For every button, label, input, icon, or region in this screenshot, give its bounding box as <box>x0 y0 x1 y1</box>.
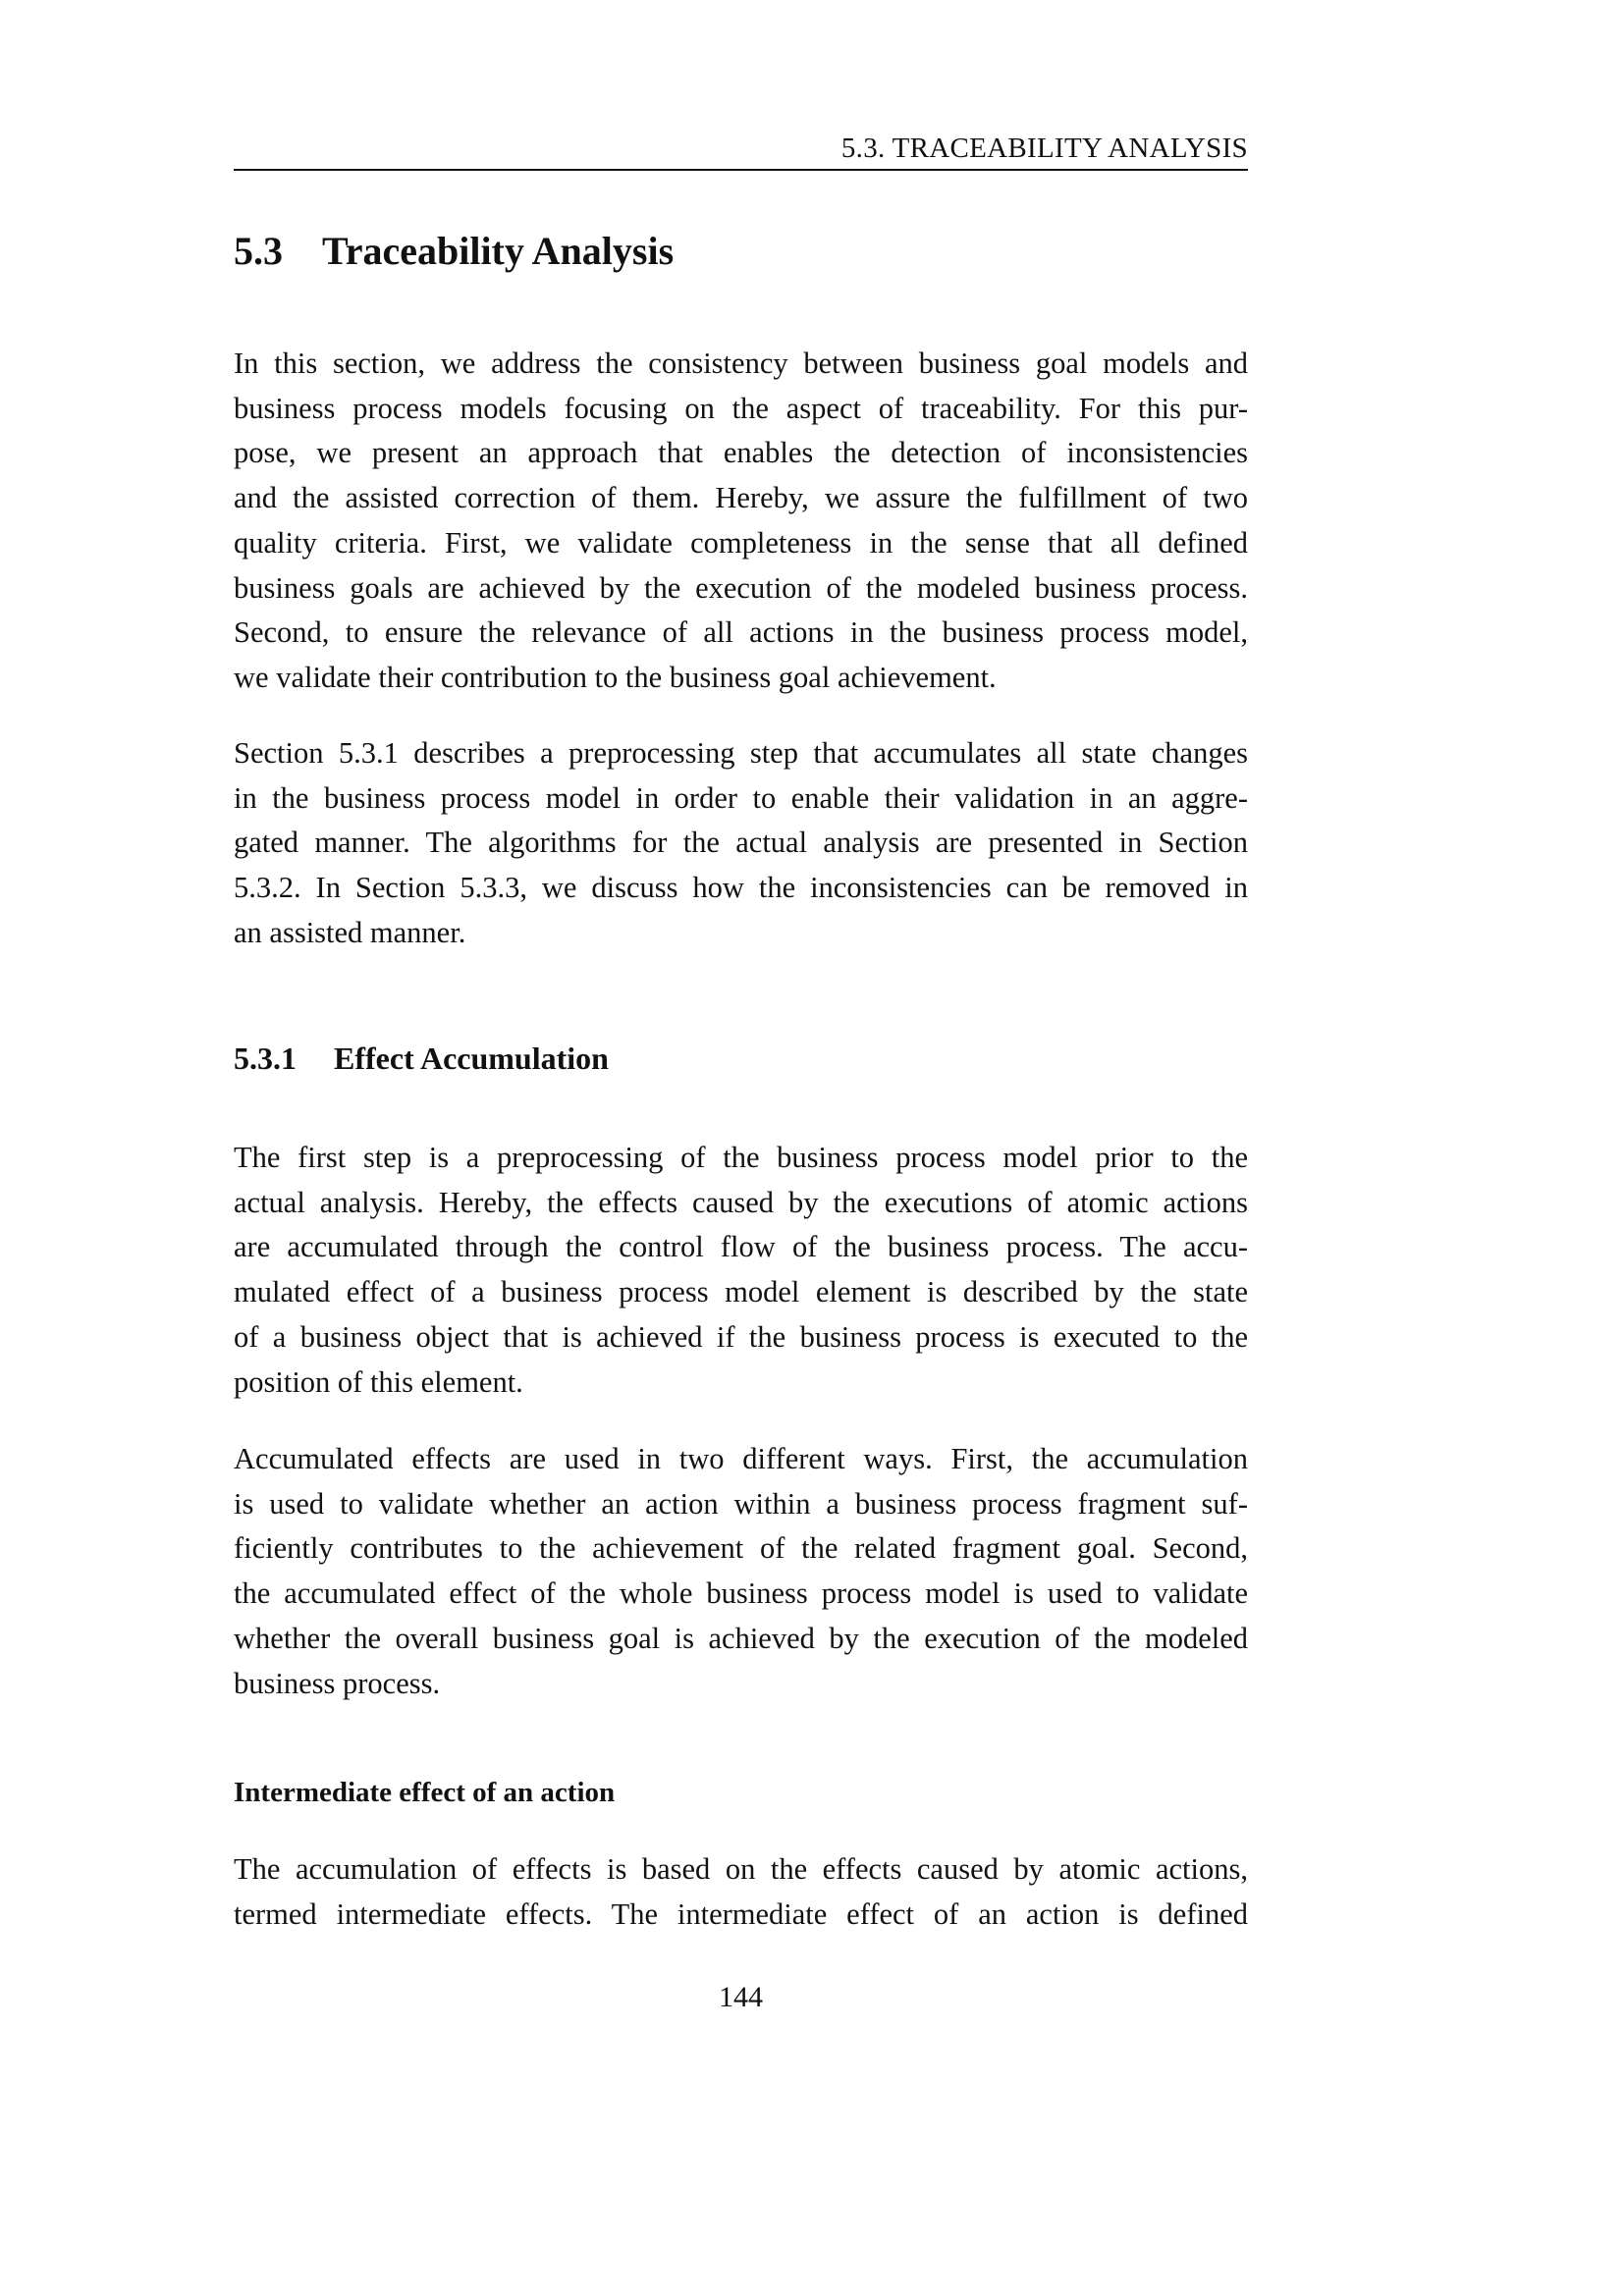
text-line: The first step is a preprocessing of the business process model prior to the <box>234 1141 1248 1174</box>
text-line: business goals are achieved by the execution of the modeled business process. <box>234 570 1248 605</box>
text-line: pose, we present an approach that enables the detection of inconsistencies <box>234 436 1248 470</box>
paragraph-heading: Intermediate effect of an action <box>234 1777 616 1808</box>
text-line: are accumulated through the control flow of the business process. The accu- <box>234 1230 1248 1264</box>
text-line: ficiently contributes to the achievement of the related fragment goal. Second, <box>234 1531 1248 1566</box>
text-line: whether the overall business goal is achieved by the execution of the modeled <box>234 1621 1248 1655</box>
text-line: gated manner. The algorithms for the actual analysis are presented in Section <box>234 826 1248 860</box>
header-rule <box>234 169 1248 171</box>
text-line: in the business process model in order to enable their validation in an aggre- <box>234 780 1248 815</box>
section-number: 5.3 <box>234 229 283 273</box>
subsection-heading <box>234 1039 609 1078</box>
text-line: In this section, we address the consistency between business goal models and <box>234 347 1248 380</box>
text-line: The accumulation of effects is based on the effects caused by atomic actions, <box>234 1852 1248 1886</box>
text-line: we validate their contribution to the business goal achievement. <box>234 660 997 694</box>
text-line: business process models focusing on the aspect of traceability. For this pur- <box>234 391 1248 425</box>
text-line: Section 5.3.1 describes a preprocessing step that accumulates all state changes <box>234 736 1248 770</box>
running-head: 5.3. TRACEABILITY ANALYSIS <box>840 133 1248 164</box>
text-line: Accumulated effects are used in two different ways. First, the accumulation <box>234 1442 1248 1475</box>
text-line: termed intermediate effects. The intermediate effect of an action is defined <box>234 1896 1248 1931</box>
text-line: actual analysis. Hereby, the effects caused by the executions of atomic actions <box>234 1185 1248 1219</box>
text-line: of a business object that is achieved if the business process is executed to the <box>234 1319 1248 1354</box>
text-line: 5.3.2. In Section 5.3.3, we discuss how the inconsistencies can be removed in <box>234 871 1248 905</box>
section-title: Traceability Analysis <box>322 229 675 273</box>
page-number: 144 <box>719 1981 763 2013</box>
subsection-number: 5.3.1 <box>234 1041 297 1076</box>
text-line: Second, to ensure the relevance of all actions in the business process model, <box>234 615 1248 650</box>
text-line: and the assisted correction of them. Hereby, we assure the fulfillment of two <box>234 481 1248 515</box>
text-line: position of this element. <box>234 1364 523 1399</box>
text-line: mulated effect of a business process model element is described by the state <box>234 1275 1248 1309</box>
text-line: the accumulated effect of the whole business process model is used to validate <box>234 1576 1248 1611</box>
text-line: quality criteria. First, we validate completeness in the sense that all defined <box>234 525 1248 560</box>
text-line: business process. <box>234 1666 441 1700</box>
section-heading <box>234 226 674 277</box>
text-line: is used to validate whether an action within a business process fragment suf- <box>234 1486 1248 1521</box>
text-line: an assisted manner. <box>234 915 466 949</box>
subsection-title: Effect Accumulation <box>334 1041 609 1076</box>
